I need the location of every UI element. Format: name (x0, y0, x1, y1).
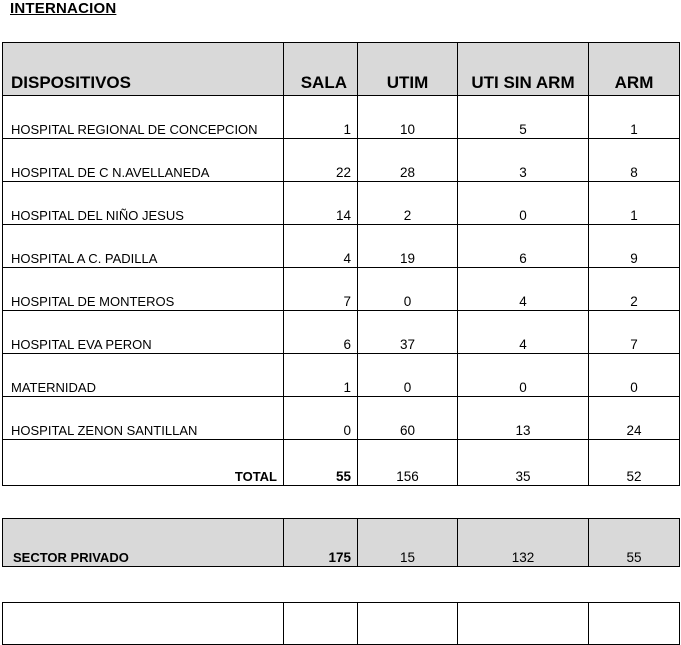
header-dispositivos: DISPOSITIVOS (3, 43, 284, 96)
next-table (2, 602, 680, 645)
utim-value: 0 (358, 268, 458, 311)
uti-sin-arm-value: 6 (458, 225, 589, 268)
empty-cell (589, 603, 680, 645)
hospital-name: MATERNIDAD (3, 354, 284, 397)
table-row (3, 225, 680, 268)
utim-value: 10 (358, 96, 458, 139)
empty-cell (458, 603, 589, 645)
utim-value: 60 (358, 397, 458, 440)
utim-value: 0 (358, 354, 458, 397)
utim-value: 2 (358, 182, 458, 225)
sala-value: 6 (284, 311, 358, 354)
uti-sin-arm-value: 4 (458, 268, 589, 311)
uti-sin-arm-value: 0 (458, 182, 589, 225)
table-row (3, 311, 680, 354)
table-row (3, 139, 680, 182)
hospital-name: HOSPITAL DE C N.AVELLANEDA (3, 139, 284, 182)
arm-value: 7 (589, 311, 680, 354)
uti-sin-arm-value: 3 (458, 139, 589, 182)
sala-value: 4 (284, 225, 358, 268)
arm-value: 2 (589, 268, 680, 311)
header-sala: SALA (284, 43, 358, 96)
sector-privado-row (3, 519, 680, 567)
uti-sin-arm-value: 4 (458, 311, 589, 354)
hospital-name: HOSPITAL ZENON SANTILLAN (3, 397, 284, 440)
total-arm: 52 (589, 440, 680, 486)
utim-value: 19 (358, 225, 458, 268)
arm-value: 24 (589, 397, 680, 440)
arm-value: 0 (589, 354, 680, 397)
total-uti-sin-arm: 35 (458, 440, 589, 486)
sector-privado-table (2, 518, 680, 567)
total-utim: 156 (358, 440, 458, 486)
hospital-name: HOSPITAL DEL NIÑO JESUS (3, 182, 284, 225)
uti-sin-arm-value: 5 (458, 96, 589, 139)
header-utim: UTIM (358, 43, 458, 96)
utim-value: 37 (358, 311, 458, 354)
total-row (3, 440, 680, 486)
sector-privado-uti-sin-arm: 132 (458, 519, 589, 567)
total-label: TOTAL (3, 440, 284, 486)
arm-value: 8 (589, 139, 680, 182)
sector-privado-sala: 175 (284, 519, 358, 567)
table-header (3, 43, 680, 96)
sala-value: 1 (284, 354, 358, 397)
empty-row (3, 603, 680, 645)
table-row (3, 182, 680, 225)
hospital-name: HOSPITAL REGIONAL DE CONCEPCION (3, 96, 284, 139)
internacion-table (2, 42, 680, 486)
header-uti-sin-arm: UTI SIN ARM (458, 43, 589, 96)
total-sala: 55 (284, 440, 358, 486)
table-row (3, 96, 680, 139)
sala-value: 22 (284, 139, 358, 182)
sector-privado-label: SECTOR PRIVADO (3, 519, 284, 567)
page-title: INTERNACION (10, 0, 117, 17)
header-arm: ARM (589, 43, 680, 96)
table-row (3, 397, 680, 440)
arm-value: 9 (589, 225, 680, 268)
hospital-name: HOSPITAL EVA PERON (3, 311, 284, 354)
table-body (3, 96, 680, 440)
arm-value: 1 (589, 96, 680, 139)
empty-cell (284, 603, 358, 645)
uti-sin-arm-value: 0 (458, 354, 589, 397)
sala-value: 14 (284, 182, 358, 225)
uti-sin-arm-value: 13 (458, 397, 589, 440)
utim-value: 28 (358, 139, 458, 182)
sector-privado-arm: 55 (589, 519, 680, 567)
sala-value: 0 (284, 397, 358, 440)
sector-privado-utim: 15 (358, 519, 458, 567)
table-row (3, 268, 680, 311)
arm-value: 1 (589, 182, 680, 225)
empty-cell (3, 603, 284, 645)
hospital-name: HOSPITAL A C. PADILLA (3, 225, 284, 268)
hospital-name: HOSPITAL DE MONTEROS (3, 268, 284, 311)
table-row (3, 354, 680, 397)
sala-value: 7 (284, 268, 358, 311)
sala-value: 1 (284, 96, 358, 139)
empty-cell (358, 603, 458, 645)
